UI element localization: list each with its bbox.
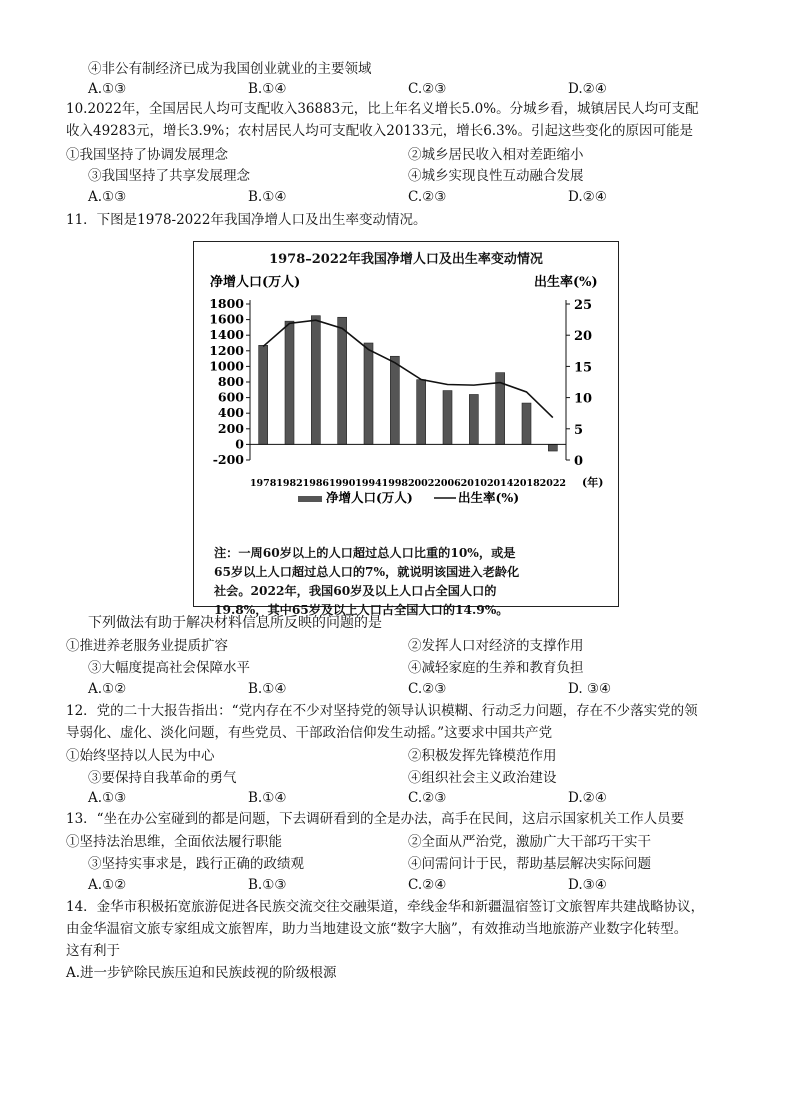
q11-item-3: ③大幅度提高社会保障水平 xyxy=(88,660,250,676)
q13-option-d: D.③④ xyxy=(568,877,607,893)
q11-option-d: D. ③④ xyxy=(568,681,612,697)
net-increase-bar xyxy=(469,394,478,444)
q10-option-d: D.②④ xyxy=(568,189,607,205)
x-tick-label: 1998 xyxy=(381,478,409,489)
right-axis-label: 出生率(%) xyxy=(534,275,598,290)
x-tick-label: 2002 xyxy=(407,478,435,489)
chart-note xyxy=(214,544,604,620)
right-tick-label: 5 xyxy=(574,422,584,438)
right-tick-label: 10 xyxy=(574,391,593,407)
left-axis-label: 净增人口(万人) xyxy=(210,275,301,290)
q10-option-a: A.①③ xyxy=(88,189,127,205)
legend-bar-swatch xyxy=(298,496,322,502)
net-increase-bar xyxy=(390,356,399,444)
q9-option-b: B.①④ xyxy=(248,81,287,97)
right-tick-label: 15 xyxy=(574,360,593,376)
q12-option-c: C.②③ xyxy=(408,790,447,806)
q13-item-4: ④问需问计于民，帮助基层解决实际问题 xyxy=(408,856,651,872)
left-tick-label: 800 xyxy=(217,374,244,389)
net-increase-bar xyxy=(417,380,426,445)
right-tick-label: 25 xyxy=(574,298,593,313)
q14-stem-line1: 14．金华市积极拓宽旅游促进各民族交流交往交融渠道，牵线金华和新疆温宿签订文旅智库共建战略协议， xyxy=(66,899,705,915)
q12-item-1: ①始终坚持以人民为中心 xyxy=(66,748,215,764)
x-tick-label: 1982 xyxy=(276,478,303,489)
legend-line-label: 出生率(%) xyxy=(458,490,520,505)
chart-title: 1978–2022年我国净增人口及出生率变动情况 xyxy=(269,252,543,267)
q11-item-4: ④减轻家庭的生养和教育负担 xyxy=(408,660,584,676)
net-increase-bar xyxy=(522,403,531,444)
q10-option-c: C.②③ xyxy=(408,189,447,205)
q13-option-b: B.①③ xyxy=(248,877,287,893)
q12-stem-line1: 12．党的二十大报告指出：“党内存在不少对坚持党的领导认识模糊、行动乏力问题，存在不少落实党的领 xyxy=(66,703,698,719)
q11-question: 下列做法有助于解决材料信息所反映的问题的是 xyxy=(88,615,382,631)
q10-item-2: ②城乡居民收入相对差距缩小 xyxy=(408,147,584,163)
birth-rate-line xyxy=(263,320,553,417)
net-increase-bar xyxy=(338,317,347,444)
q10-item-1: ①我国坚持了协调发展理念 xyxy=(66,147,228,163)
x-tick-label: 2010 xyxy=(460,478,488,489)
q11-stem: 11．下图是1978-2022年我国净增人口及出生率变动情况。 xyxy=(66,212,427,228)
left-tick-label: 1000 xyxy=(209,358,244,374)
q9-option-d: D.②④ xyxy=(568,81,607,97)
left-tick-label: 1400 xyxy=(209,327,244,343)
q12-option-b: B.①④ xyxy=(248,790,287,806)
q11-item-2: ②发挥人口对经济的支撑作用 xyxy=(408,638,584,654)
left-tick-label: 1600 xyxy=(209,311,244,327)
q12-option-d: D.②④ xyxy=(568,790,607,806)
q10-stem-line1: 10.2022年，全国居民人均可支配收入36883元，比上年名义增长5.0%。分城乡看，城镇居民人均可支配 xyxy=(66,101,699,117)
q14-option-a: A.进一步铲除民族压迫和民族歧视的阶级根源 xyxy=(66,965,337,981)
q13-stem: 13．“坐在办公室碰到的都是问题，下去调研看到的全是办法，高手在民间，这启示国家机关工作人员要 xyxy=(66,811,685,827)
x-tick-label: 2014 xyxy=(486,478,514,489)
right-tick-label: 0 xyxy=(574,454,584,469)
left-tick-label: 1800 xyxy=(209,296,244,311)
q13-item-2: ②全面从严治党，激励广大干部巧干实干 xyxy=(408,834,651,850)
x-axis-unit: (年) xyxy=(582,476,604,489)
net-increase-bar xyxy=(285,321,294,444)
x-tick-label: 2006 xyxy=(434,478,461,489)
q9-option-a: A.①③ xyxy=(88,81,127,97)
left-tick-label: 1200 xyxy=(209,342,244,358)
x-tick-label: 1986 xyxy=(302,478,330,489)
right-tick-label: 20 xyxy=(574,329,593,345)
q12-item-3: ③要保持自我革命的勇气 xyxy=(88,770,237,786)
q14-stem-line2: 由金华温宿文旅专家组成文旅智库，助力当地建设文旅“数字大脑”，有效推动当地旅游产业数字化转型。 xyxy=(66,921,688,937)
net-increase-bar xyxy=(548,444,557,451)
x-tick-label: 2022 xyxy=(539,478,567,489)
note-line-4: 19.8%，其中65岁及以上人口占全国人口的14.9%。 xyxy=(214,603,509,617)
q13-item-3: ③坚持实事求是，践行正确的政绩观 xyxy=(88,856,304,872)
q11-option-c: C.②③ xyxy=(408,681,447,697)
net-increase-bar xyxy=(364,343,373,444)
q9-option-c: C.②③ xyxy=(408,81,447,97)
q12-stem-line2: 导弱化、虚化、淡化问题，有些党员、干部政治信仰发生动摇。”这要求中国共产党 xyxy=(66,725,553,741)
q13-option-c: C.②④ xyxy=(408,877,447,893)
net-increase-bar xyxy=(443,391,452,445)
q13-option-a: A.①② xyxy=(88,877,127,893)
legend-bar-label: 净增人口(万人) xyxy=(326,490,413,505)
population-chart xyxy=(194,242,618,542)
q10-option-b: B.①④ xyxy=(248,189,287,205)
q9-item-4: ④非公有制经济已成为我国创业就业的主要领域 xyxy=(88,61,372,77)
note-line-2: 65岁以上人口超过总人口的7%，就说明该国进入老龄化 xyxy=(214,565,520,579)
q14-stem-line3: 这有利于 xyxy=(66,943,120,959)
x-tick-label: 1994 xyxy=(355,478,382,489)
q11-option-b: B.①④ xyxy=(248,681,287,697)
net-increase-bar xyxy=(311,316,320,445)
q11-item-1: ①推进养老服务业提质扩容 xyxy=(66,638,228,654)
left-tick-label: 600 xyxy=(217,389,244,405)
q10-item-4: ④城乡实现良性互动融合发展 xyxy=(408,168,584,184)
q10-item-3: ③我国坚持了共享发展理念 xyxy=(88,168,250,184)
left-tick-label: 400 xyxy=(217,405,244,421)
note-line-3: 社会。2022年，我国60岁及以上人口占全国人口的 xyxy=(214,584,497,598)
q10-stem-line2: 收入49283元，增长3.9%；农村居民人均可支配收入20133元，增长6.3%。引起这些变化的原因可能是 xyxy=(66,123,693,139)
q12-item-4: ④组织社会主义政治建设 xyxy=(408,770,557,786)
left-tick-label: -200 xyxy=(212,452,244,467)
x-tick-label: 1990 xyxy=(328,478,356,489)
q11-figure xyxy=(193,241,619,617)
x-tick-label: 1978 xyxy=(249,478,277,489)
note-line-1: 注：一周60岁以上的人口超过总人口比重的10%，或是 xyxy=(214,546,516,560)
q13-item-1: ①坚持法治思维，全面依法履行职能 xyxy=(66,834,282,850)
net-increase-bar xyxy=(259,345,268,444)
left-tick-label: 200 xyxy=(217,420,244,436)
q12-option-a: A.①③ xyxy=(88,790,127,806)
left-tick-label: 0 xyxy=(235,436,244,452)
x-tick-label: 2018 xyxy=(513,478,540,489)
q12-item-2: ②积极发挥先锋模范作用 xyxy=(408,748,557,764)
q11-option-a: A.①② xyxy=(88,681,127,697)
